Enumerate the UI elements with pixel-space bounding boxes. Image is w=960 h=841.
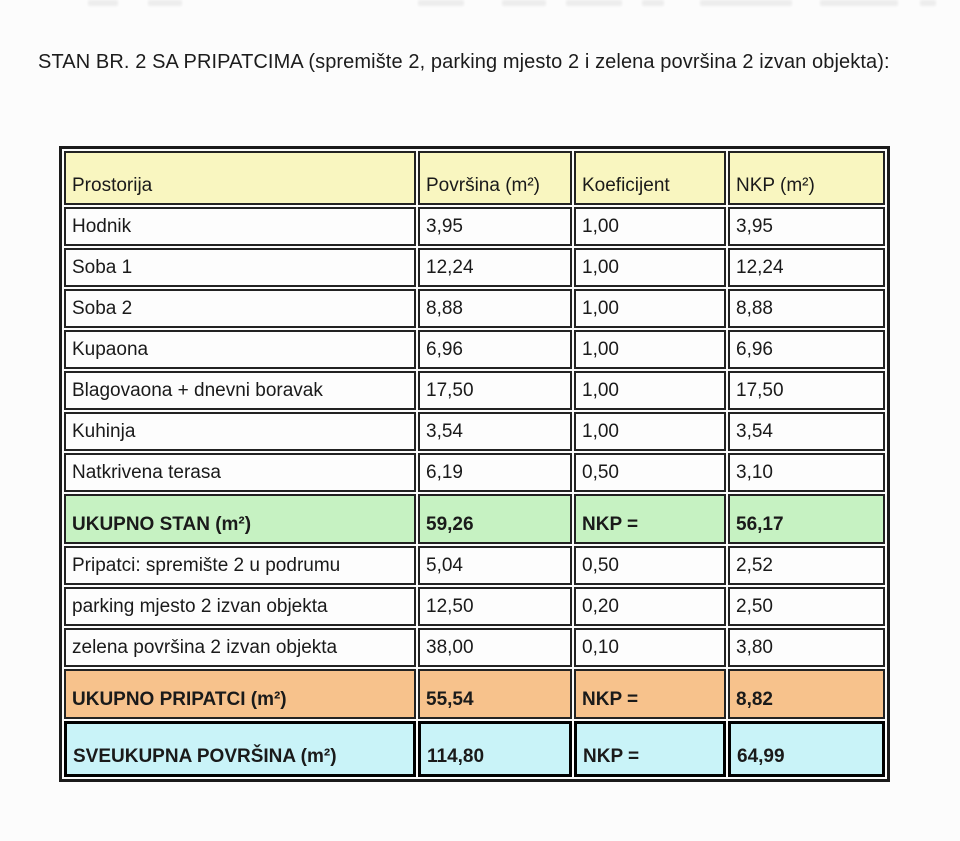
table-row [64, 371, 885, 410]
cell-nkp: 3,54 [728, 412, 885, 451]
cell-room-name: Soba 2 [64, 289, 416, 328]
cell-area: 5,04 [418, 546, 572, 585]
cell-area: 6,96 [418, 330, 572, 369]
cell-area: 59,26 [418, 494, 572, 544]
table-row [64, 289, 885, 328]
total-row-pripatci [64, 669, 885, 719]
cell-area: 3,54 [418, 412, 572, 451]
cell-room-name: Kuhinja [64, 412, 416, 451]
cell-total-label: UKUPNO PRIPATCI (m²) [64, 669, 416, 719]
grand-total-row [64, 721, 885, 777]
cell-room-name: Pripatci: spremište 2 u podrumu [64, 546, 416, 585]
cell-nkp: 6,96 [728, 330, 885, 369]
column-header-nkp: NKP (m²) [728, 151, 885, 205]
cell-coefficient: 1,00 [574, 248, 726, 287]
page-title: STAN BR. 2 SA PRIPATCIMA (spremište 2, parking mjesto 2 i zelena površina 2 izvan objekta): [38, 51, 890, 73]
cell-room-name: parking mjesto 2 izvan objekta [64, 587, 416, 626]
cell-area: 55,54 [418, 669, 572, 719]
cell-nkp: 2,52 [728, 546, 885, 585]
cell-coefficient: 1,00 [574, 289, 726, 328]
cell-coefficient: 0,50 [574, 453, 726, 492]
cell-room-name: Soba 1 [64, 248, 416, 287]
cell-room-name: Hodnik [64, 207, 416, 246]
cell-nkp: 3,10 [728, 453, 885, 492]
cell-room-name: Kupaona [64, 330, 416, 369]
cell-area: 12,24 [418, 248, 572, 287]
cell-coefficient: 1,00 [574, 371, 726, 410]
cell-area: 12,50 [418, 587, 572, 626]
table-row [64, 330, 885, 369]
cell-area: 8,88 [418, 289, 572, 328]
cropped-text-remnant [0, 0, 960, 8]
cell-coefficient: 1,00 [574, 412, 726, 451]
cell-area: 38,00 [418, 628, 572, 667]
cell-area: 3,95 [418, 207, 572, 246]
table-row [64, 412, 885, 451]
column-header-prostorija: Prostorija [64, 151, 416, 205]
cell-nkp: 12,24 [728, 248, 885, 287]
cell-area: 17,50 [418, 371, 572, 410]
cell-coefficient: 1,00 [574, 207, 726, 246]
table-row [64, 248, 885, 287]
cell-area: 114,80 [418, 721, 572, 777]
cell-total-label: SVEUKUPNA POVRŠINA (m²) [64, 721, 416, 777]
cell-room-name: zelena površina 2 izvan objekta [64, 628, 416, 667]
cell-nkp-label: NKP = [574, 721, 726, 777]
table-row [64, 587, 885, 626]
table-row [64, 628, 885, 667]
cell-room-name: Natkrivena terasa [64, 453, 416, 492]
cell-nkp: 64,99 [728, 721, 885, 777]
total-row-stan [64, 494, 885, 544]
cell-nkp: 3,80 [728, 628, 885, 667]
area-calculation-table [59, 146, 890, 782]
cell-nkp: 8,88 [728, 289, 885, 328]
cell-nkp-label: NKP = [574, 669, 726, 719]
cell-room-name: Blagovaona + dnevni boravak [64, 371, 416, 410]
cell-coefficient: 0,10 [574, 628, 726, 667]
table-row [64, 546, 885, 585]
cell-nkp: 8,82 [728, 669, 885, 719]
column-header-povrsina: Površina (m²) [418, 151, 572, 205]
column-header-koeficijent: Koeficijent [574, 151, 726, 205]
cell-coefficient: 1,00 [574, 330, 726, 369]
cell-nkp-label: NKP = [574, 494, 726, 544]
table-row [64, 207, 885, 246]
table-row [64, 453, 885, 492]
table-header-row [64, 151, 885, 205]
cell-coefficient: 0,20 [574, 587, 726, 626]
cell-coefficient: 0,50 [574, 546, 726, 585]
cell-nkp: 56,17 [728, 494, 885, 544]
cell-area: 6,19 [418, 453, 572, 492]
cell-nkp: 17,50 [728, 371, 885, 410]
cell-total-label: UKUPNO STAN (m²) [64, 494, 416, 544]
cell-nkp: 3,95 [728, 207, 885, 246]
cell-nkp: 2,50 [728, 587, 885, 626]
